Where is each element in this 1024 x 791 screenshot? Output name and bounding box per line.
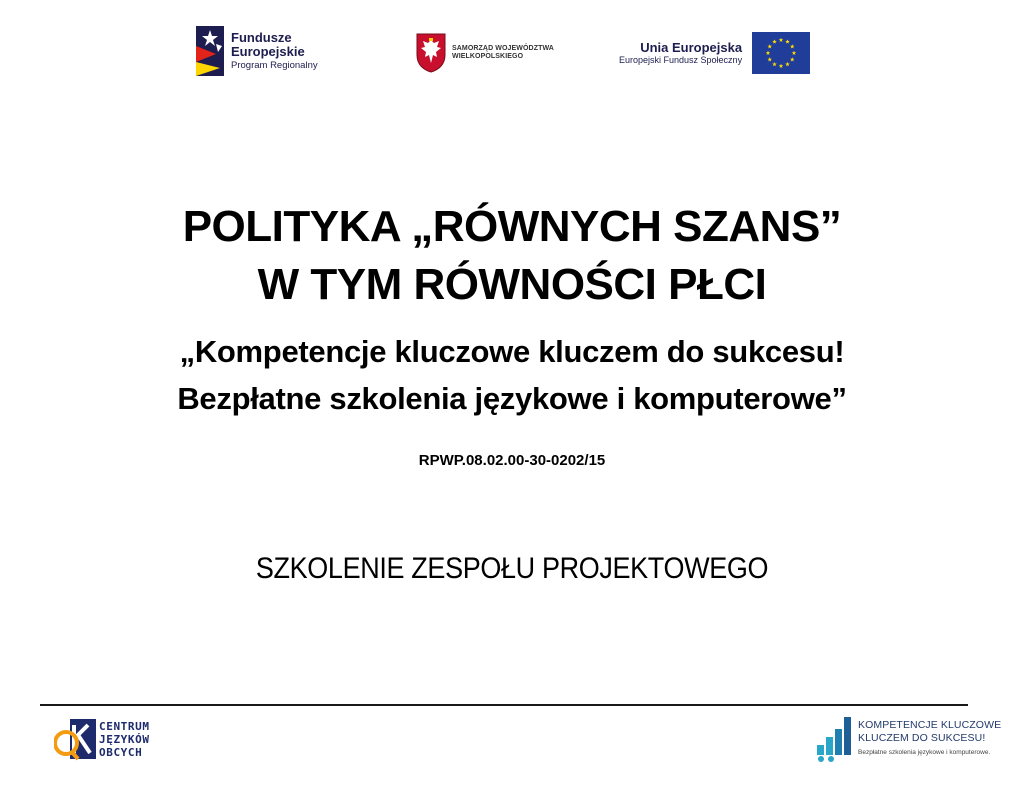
fundusze-europejskie-text — [231, 31, 318, 70]
project-name — [0, 328, 1024, 422]
kompetencje-line1: KOMPETENCJE KLUCZOWE — [858, 719, 1002, 731]
kompetencje-text — [858, 719, 1001, 759]
fundusze-europejskie-logo — [196, 26, 318, 76]
subtitle-line1: „Kompetencje kluczowe kluczem do sukcesu! — [179, 334, 845, 369]
fundusze-line3: Program Regionalny — [231, 59, 318, 71]
cjo-line2: JĘZYKÓW — [99, 732, 150, 746]
page-title — [0, 198, 1024, 314]
unia-line1: Unia Europejska — [640, 39, 743, 55]
samorzad-text — [452, 45, 554, 60]
eu-flag-icon — [752, 32, 810, 74]
fundusze-europejskie-emblem-icon — [196, 26, 224, 76]
kompetencje-line3: Bezpłatne szkolenia językowe i komputerowe. — [858, 749, 991, 756]
cjo-emblem-icon — [54, 717, 96, 761]
kompetencje-bars-icon — [815, 715, 853, 763]
footer-divider — [40, 704, 968, 706]
cjo-text — [99, 720, 150, 759]
training-title: SZKOLENIE ZESPOŁU PROJEKTOWEGO — [255, 552, 769, 585]
cjo-line3: OBCYCH — [99, 745, 143, 759]
samorzad-line2: WIELKOPOLSKIEGO — [452, 53, 524, 60]
fundusze-line1: Fundusze — [231, 30, 292, 46]
eagle-coat-of-arms-icon — [416, 33, 446, 73]
subtitle-line2: Bezpłatne szkolenia językowe i komputerowe” — [177, 381, 847, 416]
samorzad-line1: SAMORZĄD WOJEWÓDZTWA — [452, 45, 554, 53]
unia-europejska-text — [619, 40, 742, 66]
project-code: RPWP.08.02.00-30-0202/15 — [418, 452, 606, 469]
unia-line2: Europejski Fundusz Społeczny — [619, 55, 743, 66]
kompetencje-line2: KLUCZEM DO SUKCESU! — [858, 732, 986, 744]
kompetencje-kluczowe-logo — [815, 714, 1001, 764]
title-line1: POLITYKA „RÓWNYCH SZANS” — [182, 202, 842, 251]
unia-europejska-logo — [619, 32, 810, 74]
cjo-line1: CENTRUM — [99, 719, 150, 733]
title-line2: W TYM RÓWNOŚCI PŁCI — [257, 260, 767, 309]
samorzad-wielkopolski-logo — [416, 32, 554, 74]
fundusze-line2: Europejskie — [231, 44, 305, 60]
centrum-jezykow-obcych-logo — [54, 716, 150, 762]
